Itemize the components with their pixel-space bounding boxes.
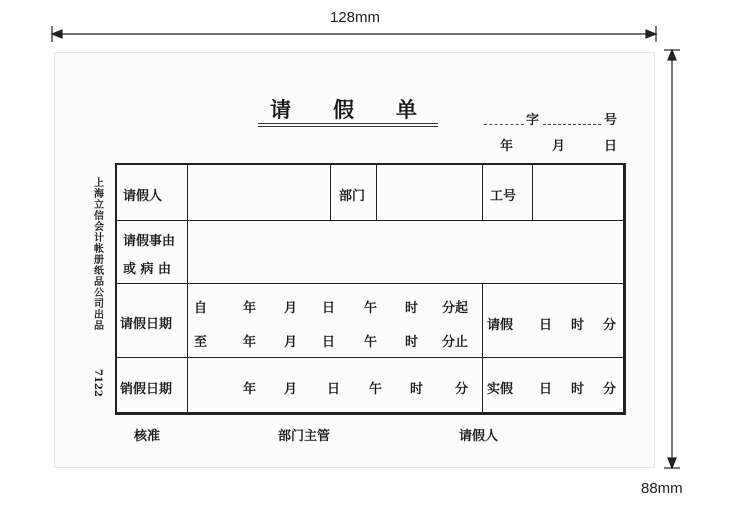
width-dimension-label: 128mm xyxy=(330,9,381,26)
return-date-label-cell: 销假日期 xyxy=(116,358,188,415)
reason-label-cell: 请假事由 或 病 由 xyxy=(116,221,188,284)
leave-date-field[interactable]: 自 年 月 日 午 时 分起 至 年 月 日 午 时 分止 xyxy=(188,284,483,358)
leave-total-field[interactable]: 请假 日 时 分 xyxy=(483,284,626,358)
height-dimension-label: 88mm xyxy=(641,480,683,497)
applicant-signature-label: 请假人 xyxy=(459,429,499,444)
leave-date-label-cell: 请假日期 xyxy=(116,284,188,358)
serial-char-label: 字 xyxy=(526,113,540,128)
date-year-label: 年 xyxy=(500,139,514,154)
dept-head-label: 部门主管 xyxy=(278,429,331,444)
form-title: 请 假 单 xyxy=(270,97,417,122)
reason-field[interactable] xyxy=(188,221,626,284)
product-code: 7122 xyxy=(92,369,103,397)
department-label-cell: 部门 xyxy=(331,164,377,221)
job-no-label-cell: 工号 xyxy=(483,164,533,221)
applicant-field[interactable] xyxy=(188,164,331,221)
title-underline xyxy=(258,123,438,124)
title-underline-double xyxy=(258,126,438,127)
department-field[interactable] xyxy=(377,164,483,221)
approve-label: 核准 xyxy=(134,429,161,444)
date-month-label: 月 xyxy=(552,139,566,154)
applicant-label-cell: 请假人 xyxy=(116,164,188,221)
date-day-label: 日 xyxy=(604,139,618,154)
serial-number-label: 号 xyxy=(604,113,618,128)
job-no-field[interactable] xyxy=(533,164,626,221)
actual-leave-field[interactable]: 实假 日 时 分 xyxy=(483,358,626,415)
serial-prefix-blank xyxy=(484,124,524,125)
publisher-text: 上海立信会计帐册纸品公司出品 xyxy=(94,178,104,332)
return-date-field[interactable]: 年 月 日 午 时 分 xyxy=(188,358,483,415)
leave-form-table xyxy=(115,163,626,415)
serial-number-blank xyxy=(543,124,601,125)
